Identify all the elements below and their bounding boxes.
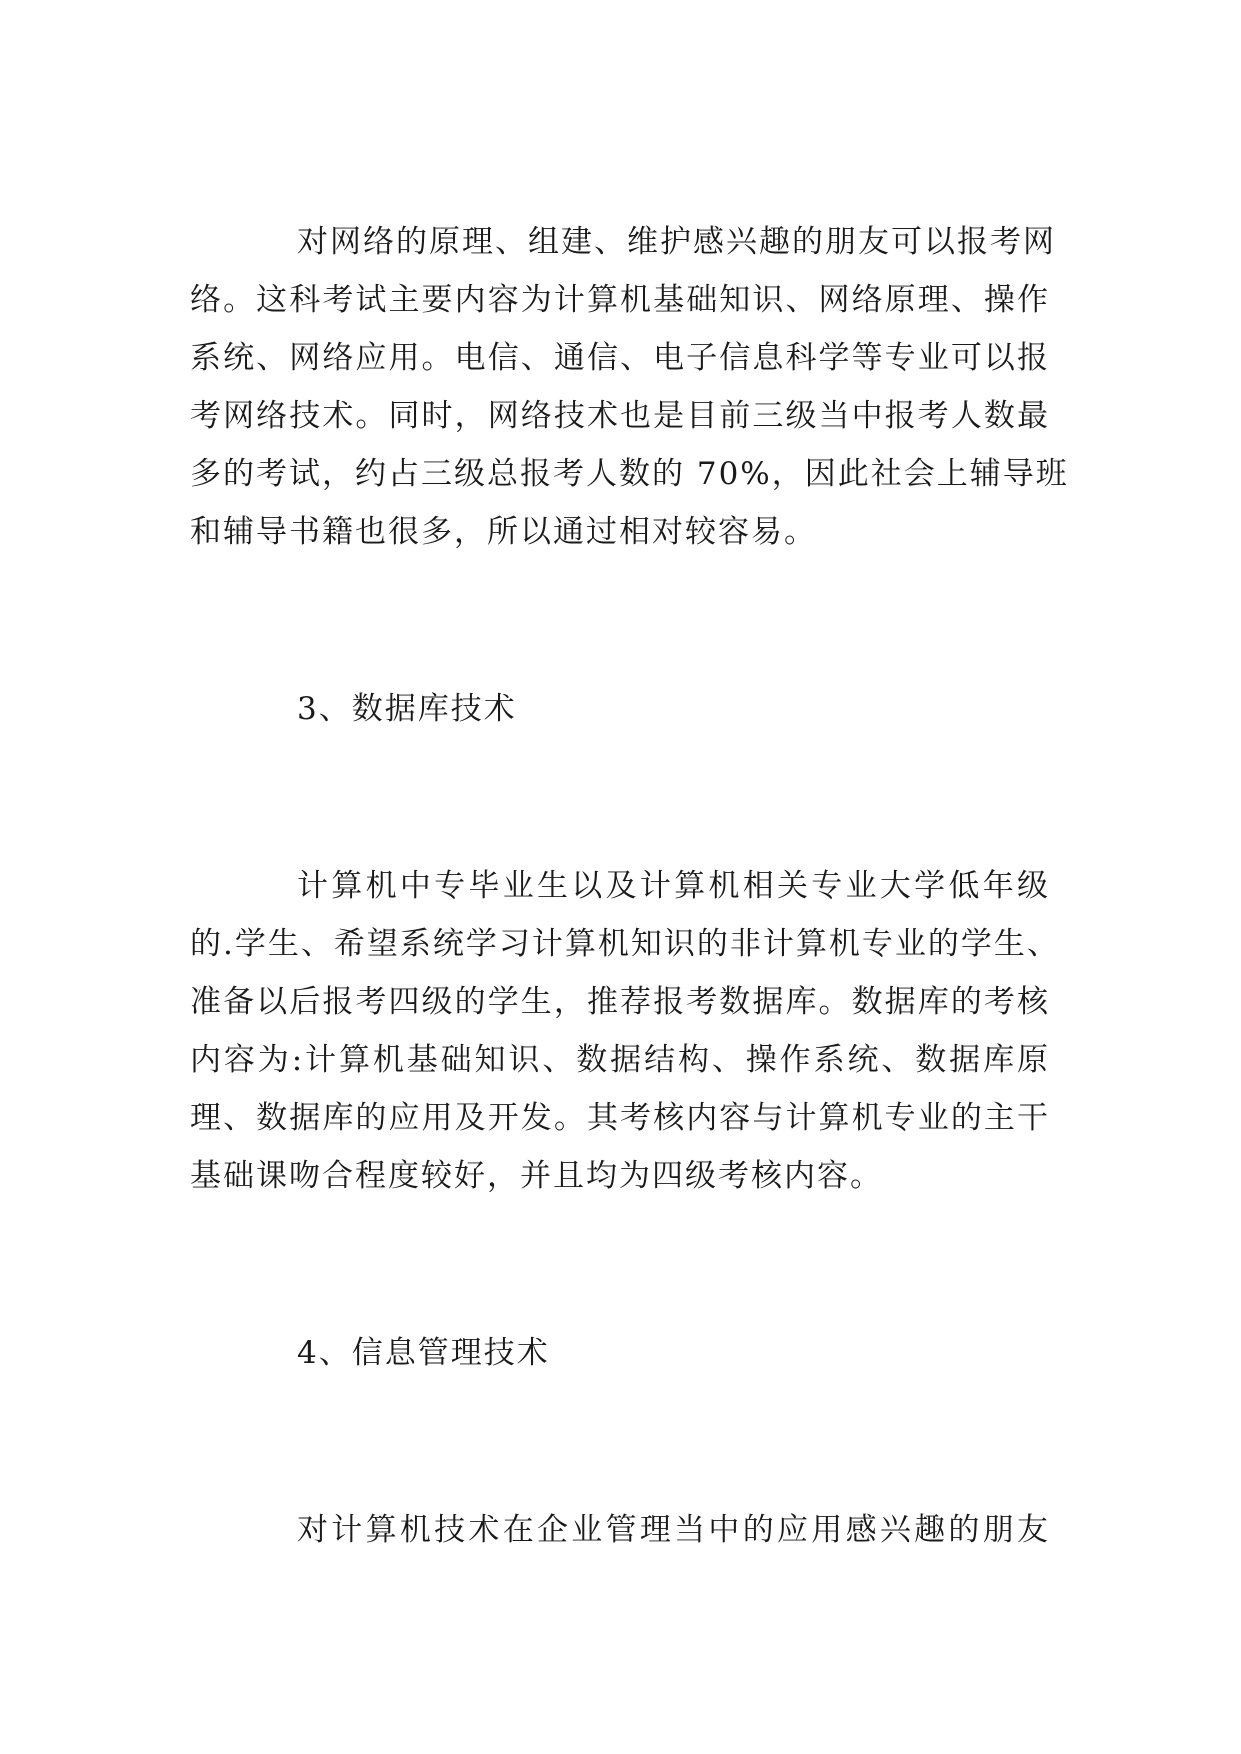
paragraph-2-line-4: 内容为:计算机基础知识、数据结构、操作系统、数据库原 [190, 1042, 1050, 1078]
paragraph-2-line-2: 的.学生、希望系统学习计算机知识的非计算机专业的学生、 [190, 926, 1060, 962]
section-heading-4: 4、信息管理技术 [297, 1335, 550, 1371]
paragraph-2-line-1: 计算机中专毕业生以及计算机相关专业大学低年级 [297, 868, 1050, 904]
paragraph-1-line-2: 络。这科考试主要内容为计算机基础知识、网络原理、操作 [190, 282, 1050, 318]
paragraph-2-line-6: 基础课吻合程度较好，并且均为四级考核内容。 [190, 1158, 883, 1194]
paragraph-2-line-5: 理、数据库的应用及开发。其考核内容与计算机专业的主干 [190, 1100, 1050, 1136]
paragraph-1-line-3: 系统、网络应用。电信、通信、电子信息科学等专业可以报 [190, 340, 1050, 376]
paragraph-1-line-4: 考网络技术。同时，网络技术也是目前三级当中报考人数最 [190, 398, 1050, 434]
paragraph-1-line-1: 对网络的原理、组建、维护感兴趣的朋友可以报考网 [297, 224, 1056, 260]
paragraph-3-line-1: 对计算机技术在企业管理当中的应用感兴趣的朋友 [297, 1512, 1050, 1548]
section-heading-3: 3、数据库技术 [297, 691, 517, 727]
paragraph-2-line-3: 准备以后报考四级的学生，推荐报考数据库。数据库的考核 [190, 984, 1050, 1020]
paragraph-1-line-5: 多的考试，约占三级总报考人数的 70%，因此社会上辅导班 [190, 456, 1069, 492]
paragraph-1-line-6: 和辅导书籍也很多，所以通过相对较容易。 [190, 514, 817, 550]
